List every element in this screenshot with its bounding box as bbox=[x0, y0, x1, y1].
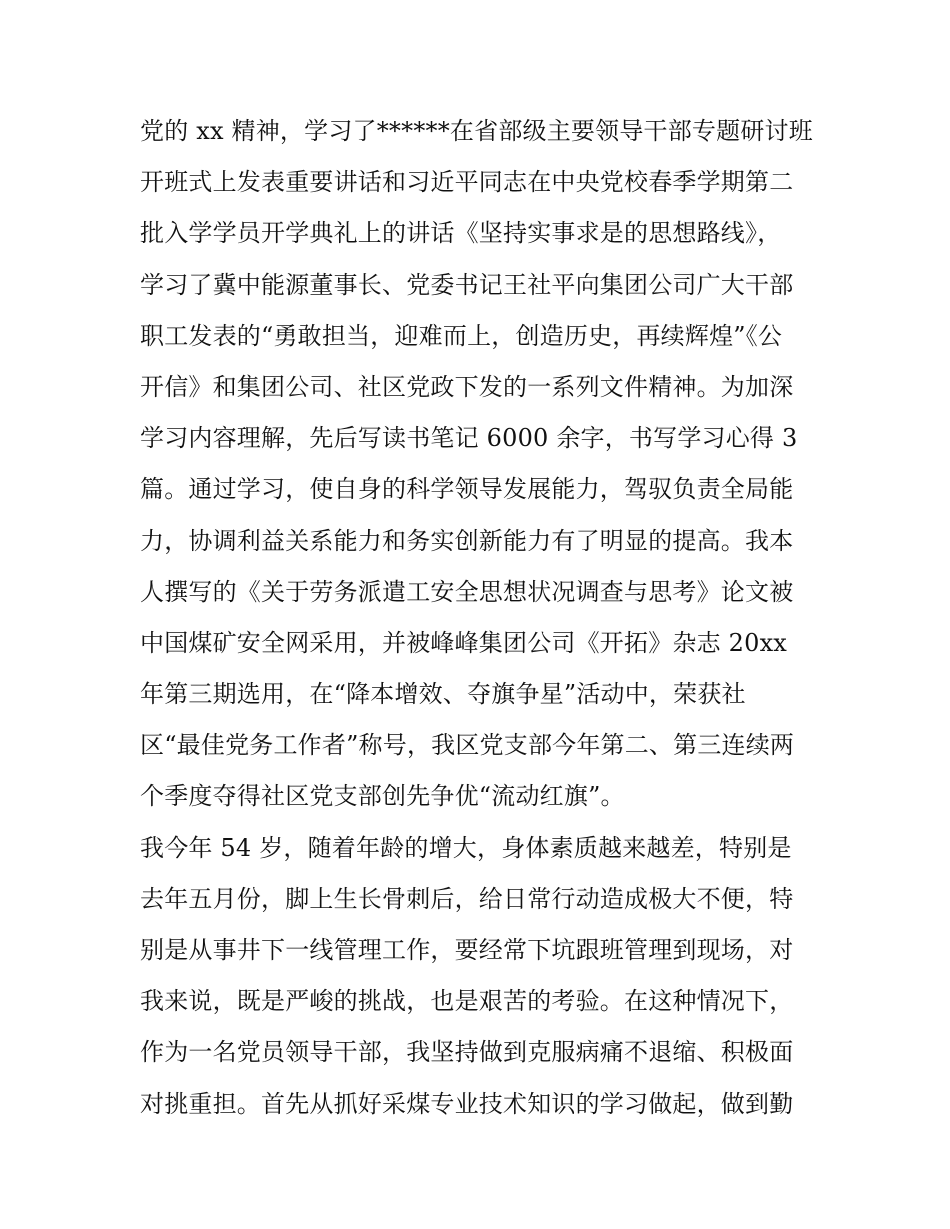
text-line: 学习了冀中能源董事长、党委书记王社平向集团公司广大干部 bbox=[140, 270, 794, 299]
text-line: 我来说，既是严峻的挑战，也是艰苦的考验。在这种情况下， bbox=[140, 987, 794, 1016]
text-line: 篇。通过学习，使自身的科学领导发展能力，驾驭负责全局能 bbox=[140, 475, 794, 504]
text-line: 别是从事井下一线管理工作，要经常下坑跟班管理到现场，对 bbox=[140, 936, 794, 964]
text-line: 中国煤矿安全网采用，并被峰峰集团公司《开拓》杂志 20xx bbox=[140, 628, 788, 657]
text-line: 区“最佳党务工作者”称号，我区党支部今年第二、第三连续两 bbox=[140, 731, 795, 760]
text-line: 个季度夺得社区党支部创先争优“流动红旗”。 bbox=[140, 782, 625, 811]
text-line: 开信》和集团公司、社区党政下发的一系列文件精神。为加深 bbox=[140, 372, 794, 401]
text-line: 职工发表的“勇敢担当，迎难而上，创造历史，再续辉煌”《公 bbox=[140, 321, 783, 350]
text-line: 批入学学员开学典礼上的讲话《坚持实事求是的思想路线》， bbox=[140, 219, 782, 248]
text-line: 开班式上发表重要讲话和习近平同志在中央党校春季学期第二 bbox=[140, 168, 794, 197]
text-line: 对挑重担。首先从抓好采煤专业技术知识的学习做起，做到勤 bbox=[140, 1089, 794, 1118]
text-line: 我今年 54 岁，随着年龄的增大，身体素质越来越差，特别是 bbox=[140, 833, 792, 862]
document-body bbox=[140, 106, 830, 1130]
text-line: 党的 xx 精神，学习了******在省部级主要领导干部专题研讨班 bbox=[140, 117, 813, 145]
text-line: 去年五月份，脚上生长骨刺后，给日常行动造成极大不便，特 bbox=[140, 884, 794, 913]
text-line: 年第三期选用，在“降本增效、夺旗争星”活动中，荣获社 bbox=[140, 680, 746, 709]
text-line: 作为一名党员领导干部，我坚持做到克服病痛不退缩、积极面 bbox=[140, 1038, 794, 1067]
text-line: 学习内容理解，先后写读书笔记 6000 余字，书写学习心得 3 bbox=[140, 424, 798, 453]
text-line: 力，协调利益关系能力和务实创新能力有了明显的提高。我本 bbox=[140, 526, 794, 555]
text-line: 人撰写的《关于劳务派遣工安全思想状况调查与思考》论文被 bbox=[140, 577, 794, 606]
